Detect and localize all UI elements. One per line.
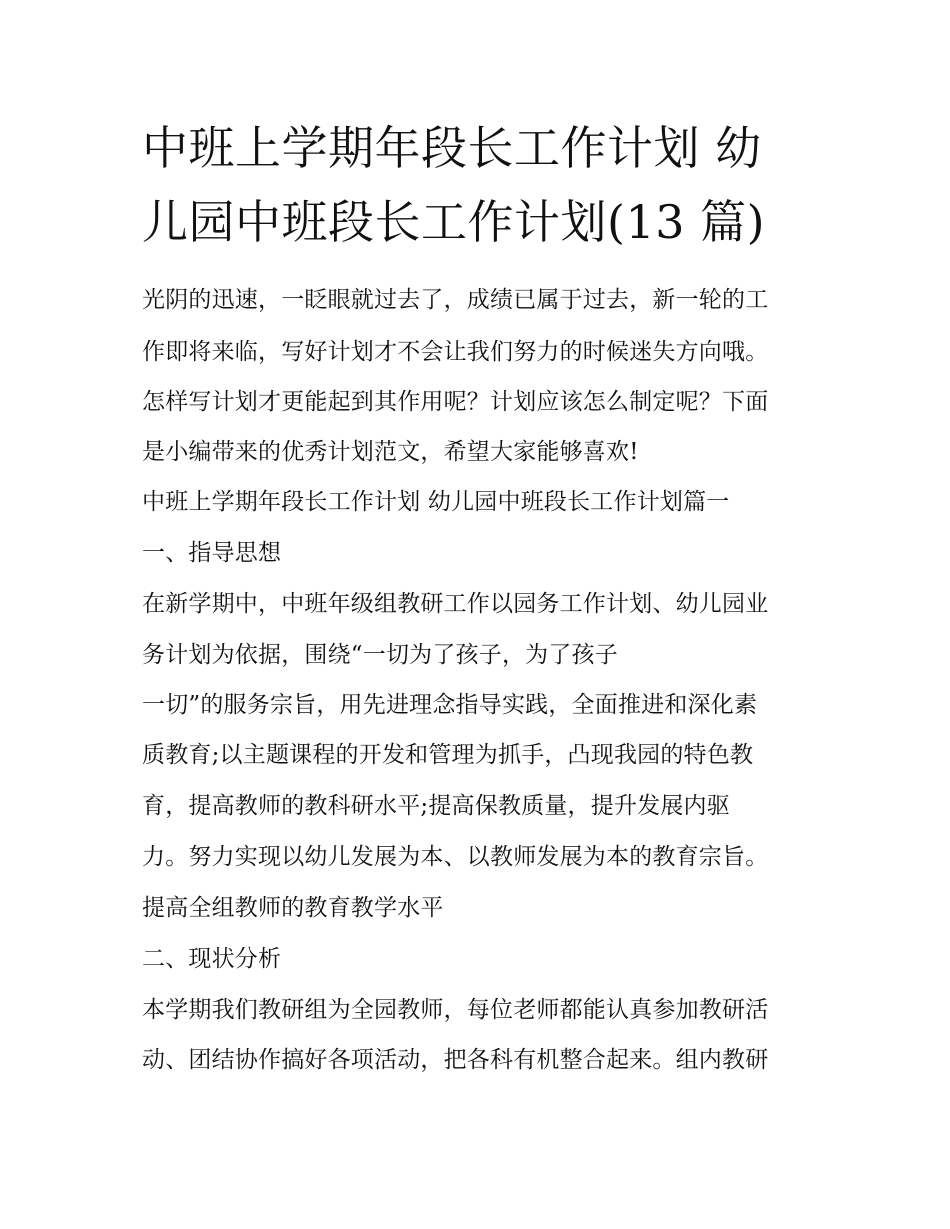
body-line-3: 一切”的服务宗旨，用先进理念指导实践，全面推进和深化素 [142, 692, 758, 718]
section-heading-guiding-thought: 一、指导思想 [142, 540, 282, 566]
body-line-4: 质教育;以主题课程的开发和管理为抓手，凸现我园的特色教 [142, 742, 754, 768]
body-line-6: 力。努力实现以幼儿发展为本、以教师发展为本的教育宗旨。 [142, 844, 769, 870]
body-line-9: 动、团结协作搞好各项活动，把各科有机整合起来。组内教研 [142, 1047, 769, 1073]
body-line-8: 本学期我们教研组为全园教师，每位老师都能认真参加教研活 [142, 997, 769, 1023]
intro-line-1: 光阴的迅速，一眨眼就过去了，成绩已属于过去，新一轮的工 [142, 287, 769, 313]
section-heading-plan-1: 中班上学期年段长工作计划 幼儿园中班段长工作计划篇一 [142, 489, 730, 515]
body-line-7: 提高全组教师的教育教学水平 [142, 895, 444, 921]
body-line-1: 在新学期中，中班年级组教研工作以园务工作计划、幼儿园业 [142, 591, 769, 617]
document-title-line-2: 儿园中班段长工作计划(13 篇) [142, 195, 766, 249]
body-line-5: 育，提高教师的教科研水平;提高保教质量，提升发展内驱 [142, 793, 730, 819]
document-title-line-1: 中班上学期年段长工作计划 幼 [142, 121, 762, 175]
body-line-2: 务计划为依据，围绕“一切为了孩子，为了孩子 [142, 642, 618, 668]
intro-line-2: 作即将来临，写好计划才不会让我们努力的时候迷失方向哦。 [142, 339, 769, 365]
intro-line-3: 怎样写计划才更能起到其作用呢？计划应该怎么制定呢？下面 [142, 389, 769, 415]
intro-line-4: 是小编带来的优秀计划范文，希望大家能够喜欢! [142, 439, 639, 465]
section-heading-status-analysis: 二、现状分析 [142, 946, 282, 972]
